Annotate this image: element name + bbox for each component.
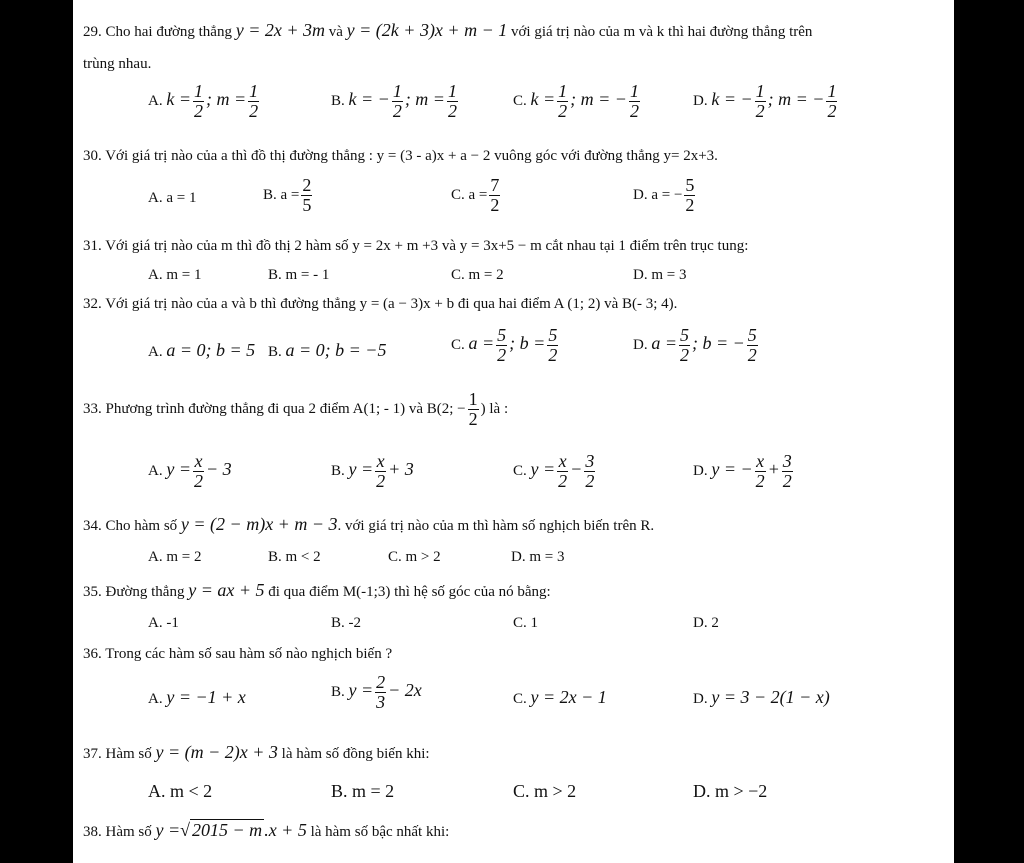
option-label: B. [263,186,277,203]
option-expr: ; b = − [692,332,745,353]
question-37 [83,742,430,763]
question-33 [83,390,508,429]
option-expr: k = [166,88,191,109]
fraction [248,82,259,121]
option-32-b [268,340,386,361]
option-35-c: C. 1 [513,615,539,631]
worksheet-page [73,0,954,863]
question-35-text-cont: đi qua điểm M(-1;3) thì hệ số góc của nó bằng: [268,584,551,600]
fraction [782,452,793,491]
option-label: C. [451,186,465,203]
option-expr: k = − [711,88,753,109]
option-34-c: C. m > 2 [388,549,441,565]
option-29-a [148,82,261,121]
option-37-a: A. m < 2 [148,781,213,801]
denominator: 2 [747,344,757,365]
fraction [468,390,479,429]
option-29-c [513,82,642,121]
option-value: a = 0; b = 5 [166,340,256,360]
numerator: x [194,451,203,471]
option-expr: ; m = − [570,88,627,109]
option-34-b: B. m < 2 [268,549,321,565]
option-30-b [263,176,314,215]
numerator: 3 [782,451,792,471]
fraction [193,82,204,121]
question-38-text: 38. Hàm số [83,824,152,840]
denominator: 2 [755,100,765,121]
option-33-d [693,452,795,491]
denominator: 5 [302,194,312,215]
option-30-c [451,176,502,215]
numerator: 1 [249,81,259,101]
denominator: 2 [585,470,595,491]
option-36-d [693,687,830,708]
question-36: 36. Trong các hàm số sau hàm số nào nghịch biến ? [83,646,393,662]
question-38-text-cont: là hàm số bậc nhất khi: [310,824,450,840]
denominator: 2 [249,100,259,121]
question-37-expr: y = (m − 2)x + 3 [155,742,278,762]
denominator: 2 [193,100,203,121]
option-31-a: A. m = 1 [148,267,202,283]
question-29-line-2: y = (2k + 3)x + m − 1 [346,20,508,40]
option-label: B. [331,92,345,109]
question-29-line-1: y = 2x + 3m [235,20,325,40]
question-38: 38. Hàm số y =√ 2015 − m .x + 5 là hàm số bậc nhất khi: [83,820,450,840]
option-expr: k = [530,88,556,109]
question-38-expr: y = [155,820,181,840]
fraction [584,452,595,491]
option-value: a = 1 [166,190,197,206]
option-expr: ; m = [404,88,445,109]
option-expr: a = [651,332,677,353]
fraction [679,326,690,365]
fraction [392,82,403,121]
option-29-b [331,82,460,121]
option-label: D. [633,186,648,203]
option-expr: k = − [348,88,390,109]
option-label: A. [148,92,163,109]
option-expr: + 3 [388,458,414,479]
option-37-d: D. m > −2 [693,781,768,801]
option-value: y = −1 + x [166,687,246,707]
question-29-text-cont: với giá trị nào của m và k thì hai đường thẳng trên [510,24,813,40]
numerator: 1 [827,81,837,101]
option-label: A. [148,462,163,479]
denominator: 2 [755,470,765,491]
option-35-a: A. -1 [148,615,179,631]
numerator: 1 [558,81,568,101]
fraction [447,82,458,121]
option-35-d: D. 2 [693,615,719,631]
option-31-b: B. m = - 1 [268,267,330,283]
option-label: C. [513,92,527,109]
numerator: 5 [685,175,695,195]
option-label: A. [148,190,163,206]
option-37-c: C. m > 2 [513,781,577,801]
denominator: 2 [629,100,639,121]
denominator: 2 [376,470,386,491]
fraction [629,82,640,121]
option-expr: y = − [711,458,753,479]
option-expr: ; b = [509,332,546,353]
question-29 [83,20,812,41]
option-33-a [148,452,232,491]
option-label: B. [331,462,345,479]
option-31-d: D. m = 3 [633,267,687,283]
option-34-d: D. m = 3 [511,549,565,565]
denominator: 2 [193,470,203,491]
option-36-c [513,687,607,708]
option-label: A. [148,691,163,707]
option-expr: a = − [651,186,683,203]
question-35-text: 35. Đường thẳng [83,584,185,600]
question-37-text-cont: là hàm số đồng biến khi: [281,746,430,762]
numerator: 5 [747,325,757,345]
fraction [375,452,386,491]
numerator: 1 [629,81,639,101]
question-33-text-cont: ) là : [480,400,509,417]
denominator: 2 [782,470,792,491]
option-expr: − 3 [205,458,232,479]
option-33-c [513,452,597,491]
question-29-text-wrap: trùng nhau. [83,56,152,72]
denominator: 2 [680,344,689,365]
option-33-b [331,452,414,491]
numerator: x [756,451,765,471]
denominator: 2 [468,408,478,429]
option-31-c: C. m = 2 [451,267,504,283]
fraction [747,326,758,365]
question-29-conjunction: và [328,24,343,40]
fraction [547,326,558,365]
denominator: 2 [490,194,500,215]
option-expr: ; m = − [767,88,825,109]
option-36-a [148,687,246,708]
option-32-d [633,326,760,365]
question-33-text: 33. Phương trình đường thẳng đi qua 2 điểm A(1; - 1) và B(2; − [83,400,466,417]
numerator: 1 [755,81,765,101]
denominator: 2 [558,470,568,491]
question-34-text-cont: . với giá trị nào của m thì hàm số nghịch biến trên R. [337,518,655,534]
denominator: 2 [827,100,837,121]
fraction [557,452,568,491]
question-30: 30. Với giá trị nào của a thì đồ thị đường thẳng : y = (3 - a)x + a − 2 vuông góc với đường thẳng y= 2x+3. [83,148,718,164]
fraction [375,673,386,712]
denominator: 2 [392,100,402,121]
numerator: x [558,451,567,471]
option-30-d [633,176,697,215]
option-expr: ; m = [205,88,247,109]
option-value: a = 0; b = −5 [285,340,387,360]
question-32: 32. Với giá trị nào của a và b thì đường thẳng y = (a − 3)x + b đi qua hai điểm A (1; 2) và B(- 3; 4). [83,296,678,312]
denominator: 2 [497,344,507,365]
option-label: C. [513,462,527,479]
fraction [684,176,695,215]
fraction [489,176,500,215]
option-label: D. [693,462,708,479]
option-label: D. [633,336,648,353]
option-expr: y = [530,458,556,479]
numerator: x [376,451,385,471]
question-34-expr: y = (2 − m)x + m − 3 [180,514,338,534]
option-label: C. [451,336,465,353]
option-expr: y = [348,458,374,479]
question-35-expr: y = ax + 5 [188,580,265,600]
denominator: 2 [685,194,695,215]
option-30-a [148,190,196,207]
option-29-d [693,82,839,121]
option-expr: a = [468,332,495,353]
denominator: 2 [447,100,457,121]
numerator: 2 [376,672,386,692]
option-expr: − 2x [388,679,422,700]
option-expr: a = [280,186,300,203]
fraction [826,82,837,121]
option-expr: − [570,458,583,479]
numerator: 1 [193,81,203,101]
denominator: 2 [558,100,568,121]
numerator: 5 [680,325,689,345]
numerator: 5 [497,325,507,345]
option-expr: y = [348,679,374,700]
option-value: y = 3 − 2(1 − x) [711,687,830,707]
numerator: 1 [392,81,402,101]
question-38-expr-cont: .x + 5 [264,820,307,840]
fraction [193,452,204,491]
option-expr: y = [166,458,191,479]
option-label: B. [331,683,345,700]
numerator: 1 [468,389,478,409]
option-label: B. [268,344,282,360]
option-34-a: A. m = 2 [148,549,202,565]
option-36-b [331,673,422,712]
denominator: 3 [376,691,386,712]
option-label: A. [148,344,163,360]
option-label: D. [693,92,708,109]
numerator: 1 [447,81,457,101]
question-31: 31. Với giá trị nào của m thì đồ thị 2 hàm số y = 2x + m +3 và y = 3x+5 − m cắt nhau tại 1 điểm trên trục tung: [83,238,749,254]
question-37-text: 37. Hàm số [83,746,152,762]
fraction [755,452,766,491]
question-34 [83,514,654,535]
numerator: 2 [302,175,312,195]
option-value: y = 2x − 1 [530,687,607,707]
question-34-text: 34. Cho hàm số [83,518,178,534]
radicand: 2015 − m [192,820,263,840]
option-37-b: B. m = 2 [331,781,395,801]
denominator: 2 [548,344,558,365]
fraction [301,176,312,215]
option-expr: + [767,458,780,479]
option-label: D. [693,691,708,707]
option-expr: a = [468,186,488,203]
option-35-b: B. -2 [331,615,361,631]
option-32-c [451,326,560,365]
fraction [557,82,568,121]
question-35 [83,580,551,601]
fraction [755,82,766,121]
question-29-text: 29. Cho hai đường thẳng [83,24,232,40]
numerator: 7 [490,175,500,195]
numerator: 3 [585,451,595,471]
option-32-a [148,340,255,361]
option-label: C. [513,691,527,707]
numerator: 5 [548,325,558,345]
fraction [496,326,507,365]
